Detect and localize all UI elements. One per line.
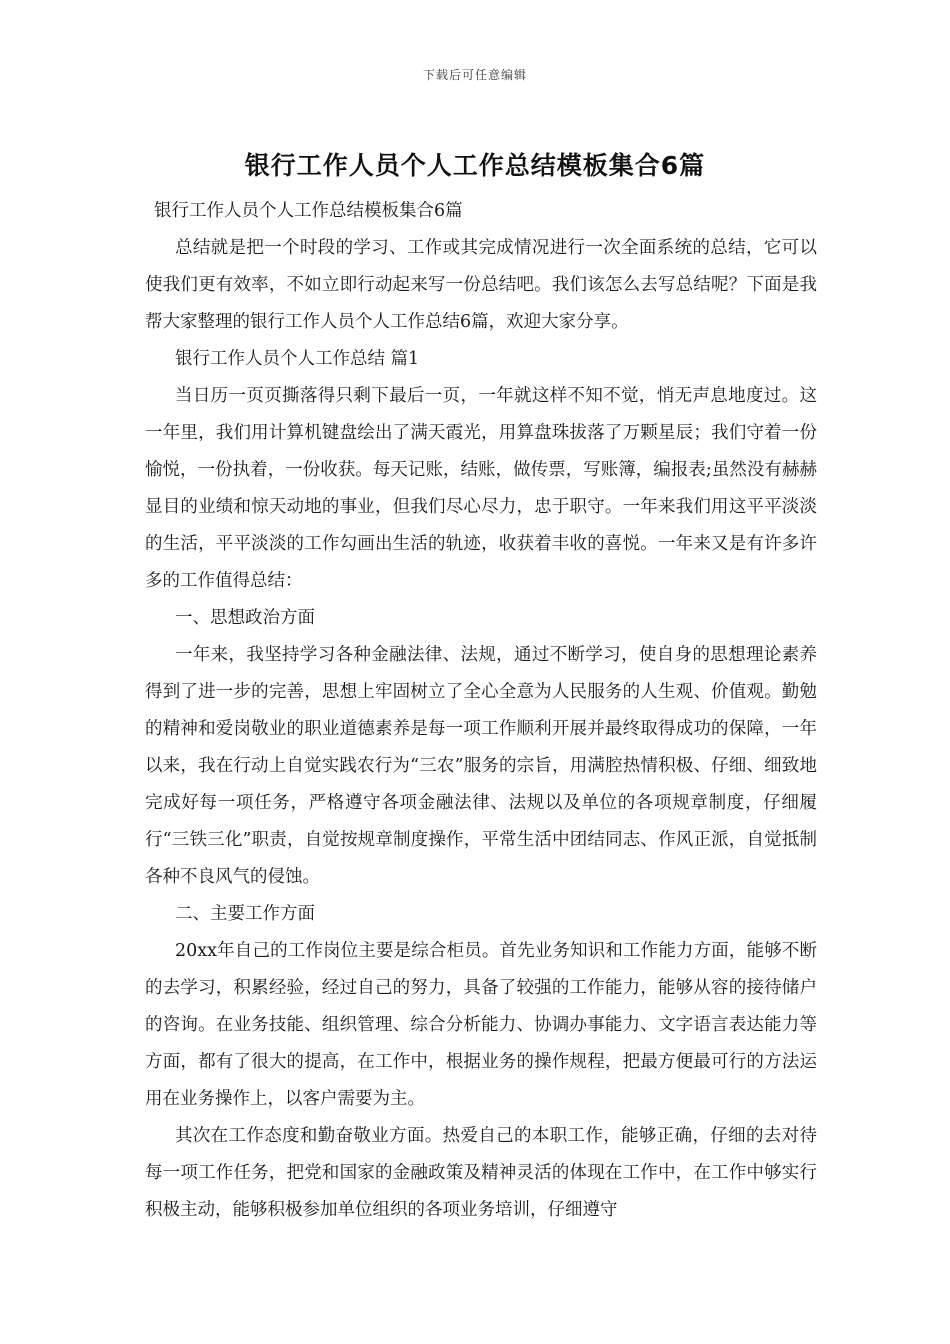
paragraph-political: 一年来，我坚持学习各种金融法律、法规，通过不断学习，使自身的思想理论素养得到了进一步的完善，思想上牢固树立了全心全意为人民服务的人生观、价值观。勤勉的精神和爱岗敬业的职业道德素养是每一项工作顺利开展并最终取得成功的保障，一年以来，我在行动上自觉实践农行为“三农”服务的宗旨，用满腔热情积极、仔细、细致地完成好每一项任务，严格遵守各项金融法律、法规以及单位的各项规章制度，仔细履行“三铁三化”职责，自觉按规章制度操作，平常生活中团结同志、作风正派，自觉抵制各种不良风气的侵蚀。	[145, 645, 817, 887]
paragraph-attitude: 其次在工作态度和勤奋敬业方面。热爱自己的本职工作，能够正确，仔细的去对待每一项工作任务，把党和国家的金融政策及精神灵活的体现在工作中，在工作中够实行积极主动，能够积极参加单位组织的各项业务培训，仔细遵守	[145, 1126, 817, 1220]
section-heading-political: 一、思想政治方面	[175, 608, 315, 628]
paragraph-intro: 总结就是把一个时段的学习、工作或其完成情况进行一次全面系统的总结，它可以使我们更有效率，不如立即行动起来写一份总结吧。我们该怎么去写总结呢？下面是我帮大家整理的银行工作人员个人工作总结6篇，欢迎大家分享。	[145, 238, 817, 332]
document-subtitle: 银行工作人员个人工作总结模板集合6篇	[154, 201, 463, 221]
document-body	[145, 198, 817, 1229]
document-title: 银行工作人员个人工作总结模板集合6篇	[244, 151, 706, 180]
section-heading-work: 二、主要工作方面	[175, 904, 315, 924]
section-heading-part1: 银行工作人员个人工作总结 篇1	[175, 349, 420, 369]
paragraph-work: 20xx年自己的工作岗位主要是综合柜员。首先业务知识和工作能力方面，能够不断的去学习，积累经验，经过自己的努力，具备了较强的工作能力，能够从容的接待储户的咨询。在业务技能、组织管理、综合分析能力、协调办事能力、文字语言表达能力等方面，都有了很大的提高，在工作中，根据业务的操作规程，把最方便最可行的方法运用在业务操作上，以客户需要为主。	[145, 941, 817, 1109]
paragraph-year-review: 当日历一页页撕落得只剩下最后一页，一年就这样不知不觉，悄无声息地度过。这一年里，我们用计算机键盘绘出了满天霞光，用算盘珠拔落了万颗星辰；我们守着一份愉悦，一份执着，一份收获。每天记账，结账，做传票，写账簿，编报表;虽然没有赫赫显目的业绩和惊天动地的事业，但我们尽心尽力，忠于职守。一年来我们用这平平淡淡的生活，平平淡淡的工作勾画出生活的轨迹，收获着丰收的喜悦。一年来又是有许多许多的工作值得总结：	[145, 386, 817, 591]
header-note: 下载后可任意编辑	[422, 68, 527, 82]
